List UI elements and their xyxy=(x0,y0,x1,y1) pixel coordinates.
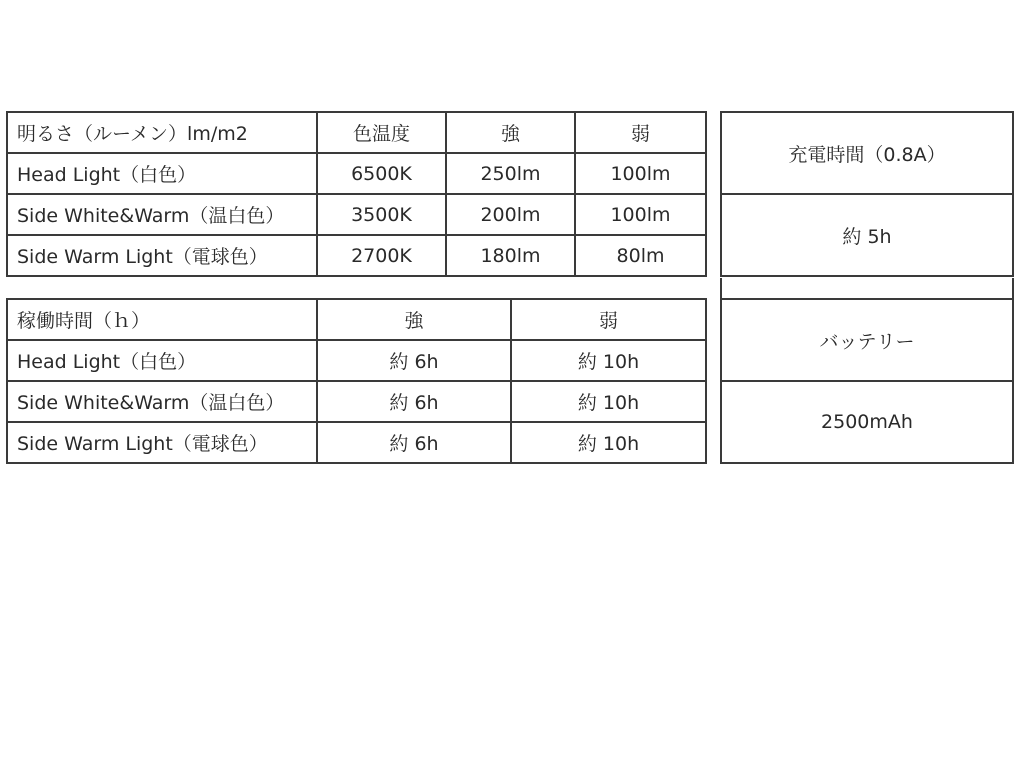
table-row xyxy=(7,153,706,194)
row-label: Side White&Warm（温白色） xyxy=(7,381,317,422)
table-cell: 100lm xyxy=(575,153,706,194)
battery-table xyxy=(720,298,1014,464)
table-row xyxy=(721,381,1013,463)
row-label: Head Light（白色） xyxy=(7,340,317,381)
row-label: Side White&Warm（温白色） xyxy=(7,194,317,235)
table-cell: 80lm xyxy=(575,235,706,276)
table-row xyxy=(721,112,1013,194)
table-header-row xyxy=(7,112,706,153)
battery-value: 2500mAh xyxy=(721,381,1013,463)
table-row xyxy=(721,299,1013,381)
table-cell: 約 10h xyxy=(511,340,706,381)
header-cell: 色温度 xyxy=(317,112,446,153)
table-cell: 180lm xyxy=(446,235,575,276)
table-cell: 約 6h xyxy=(317,340,511,381)
table-row xyxy=(7,235,706,276)
header-cell: 稼働時間（ｈ） xyxy=(7,299,317,340)
header-cell: 弱 xyxy=(511,299,706,340)
header-cell: 強 xyxy=(317,299,511,340)
table-cell: 約 6h xyxy=(317,422,511,463)
brightness-table xyxy=(6,111,707,277)
charge-time-value: 約 5h xyxy=(721,194,1013,276)
battery-label: バッテリー xyxy=(721,299,1013,381)
row-label: Head Light（白色） xyxy=(7,153,317,194)
header-cell: 弱 xyxy=(575,112,706,153)
table-header-row xyxy=(7,299,706,340)
header-cell: 明るさ（ルーメン）lm/m2 xyxy=(7,112,317,153)
side-box-connector xyxy=(720,278,1014,298)
table-row xyxy=(7,422,706,463)
table-cell: 約 10h xyxy=(511,422,706,463)
runtime-table xyxy=(6,298,707,464)
table-cell: 200lm xyxy=(446,194,575,235)
table-cell: 3500K xyxy=(317,194,446,235)
table-row xyxy=(721,194,1013,276)
table-row xyxy=(7,194,706,235)
table-cell: 100lm xyxy=(575,194,706,235)
table-cell: 2700K xyxy=(317,235,446,276)
row-label: Side Warm Light（電球色） xyxy=(7,422,317,463)
header-cell: 強 xyxy=(446,112,575,153)
table-cell: 6500K xyxy=(317,153,446,194)
table-cell: 250lm xyxy=(446,153,575,194)
table-row xyxy=(7,381,706,422)
charge-table xyxy=(720,111,1014,277)
table-cell: 約 10h xyxy=(511,381,706,422)
table-cell: 約 6h xyxy=(317,381,511,422)
charge-time-label: 充電時間（0.8A） xyxy=(721,112,1013,194)
row-label: Side Warm Light（電球色） xyxy=(7,235,317,276)
table-row xyxy=(7,340,706,381)
